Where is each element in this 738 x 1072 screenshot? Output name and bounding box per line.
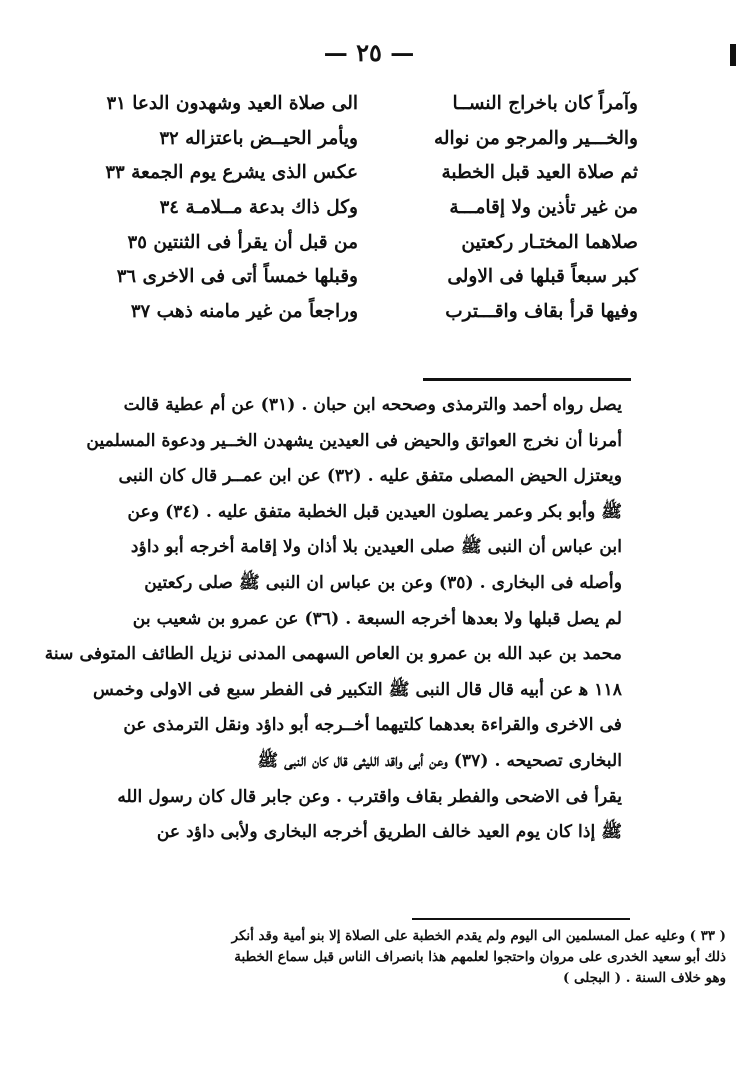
- poem-hemistich-right: والخـــير والمرجو من نواله: [433, 127, 638, 149]
- footnote-divider: [412, 918, 630, 920]
- poem-row: [105, 155, 638, 190]
- verse-number: ٣٦: [116, 266, 137, 288]
- verse-number: ٣٧: [130, 300, 151, 322]
- poem-hemistich-right: ثم صلاة العيد قبل الخطبة: [441, 162, 638, 184]
- poem-hemistich-left: [120, 197, 358, 218]
- poem-hemistich-left-text: وكل ذاك بدعة مــلامـة: [185, 196, 358, 218]
- poem-hemistich-left-text: ويأمر الحيــض باعتزاله: [185, 127, 358, 149]
- poem-row: [116, 259, 638, 294]
- poem-hemistich-left: [105, 162, 358, 184]
- verse-number: ٣٢: [159, 127, 179, 149]
- footnote: [100, 926, 726, 989]
- poem-row: [120, 294, 638, 329]
- commentary-line: ابن عباس أن النبى ﷺ صلى العيدين بلا أذان ولا إقامة أخرجه أبو داؤد: [130, 537, 622, 558]
- edge-mark: [730, 44, 736, 66]
- poem-row: [120, 190, 638, 225]
- poem-divider: [423, 378, 631, 381]
- footnote-line: ذلك أبو سعيد الخدرى على مروان واحتجوا لعلمهم هذا بانصراف الناس قبل سماع الخطبة: [234, 949, 726, 965]
- poem-hemistich-left: [120, 232, 358, 253]
- commentary-line: لم يصل قبلها ولا بعدها أخرجه السبعة . (٣٦) عن عمرو بن شعيب بن: [132, 608, 622, 629]
- verse-number: ٣١: [106, 92, 126, 114]
- commentary-line: ويعتزل الحيض المصلى متفق عليه . (٣٢) عن ابن عمــر قال كان النبى: [118, 466, 622, 487]
- commentary-line: محمد بن عبد الله بن عمرو بن العاص السهمى المدنى نزيل الطائف المتوفى سنة: [44, 644, 622, 665]
- poem-row: [120, 225, 638, 260]
- poem-hemistich-left-text: وقبلها خمساً أتى فى الاخرى: [142, 266, 358, 288]
- poem-hemistich-left: [120, 301, 358, 322]
- commentary-line: فى الاخرى والقراءة بعدهما كلتيهما أخــرجه أبو داؤد ونقل الترمذى عن: [123, 715, 622, 736]
- poem-hemistich-right: وآمراً كان باخراج النســا: [452, 92, 638, 114]
- commentary-line: ﷺ وأبو بكر وعمر يصلون العيدين قبل الخطبة متفق عليه . (٣٤) وعن: [127, 501, 622, 522]
- poem-hemistich-left-text: من قبل أن يقرأ فى الثنتين: [153, 231, 358, 253]
- footnote-line: وهو خلاف السنة . ( البجلى ): [563, 970, 726, 986]
- poem-hemistich-right: صلاهما المختـار ركعتين: [461, 231, 638, 253]
- poem-hemistich-left-text: الى صلاة العيد وشهدون الدعا: [132, 92, 358, 114]
- verse-number: ٣٣: [105, 162, 125, 184]
- poem: [105, 86, 638, 329]
- commentary: [44, 388, 622, 851]
- commentary-line: يصل رواه أحمد والترمذى وصححه ابن حبان . (٣١) عن أم عطية قالت: [123, 395, 622, 415]
- commentary-line: ١١٨ ﻫ عن أبيه قال قال النبى ﷺ التكبير فى الفطر سبع فى الاولى وخمس: [92, 679, 622, 700]
- commentary-line: وأصله فى البخارى . (٣٥) وعن بن عباس ان النبى ﷺ صلى ركعتين: [144, 572, 622, 593]
- verse-number: ٣٥: [127, 231, 147, 253]
- commentary-line: البخارى تصحيحه . (٣٧) وعن أبى واقد الليثى قال كان النبى ﷺ: [257, 750, 622, 771]
- poem-hemistich-left-text: عكس الذى يشرع يوم الجمعة: [131, 162, 358, 184]
- poem-hemistich-left: [106, 92, 358, 114]
- footnote-line: ( ٣٣ ) وعليه عمل المسلمين الى اليوم ولم يقدم الخطبة على الصلاة إلا بنو أمية وقد أنكر: [231, 928, 726, 944]
- verse-number: ٣٤: [159, 196, 179, 218]
- poem-hemistich-left-text: وراجعاً من غير مامنه ذهب: [156, 300, 358, 322]
- poem-row: [106, 86, 638, 121]
- commentary-line: أمرنا أن نخرج العواتق والحيض فى العيدين يشهدن الخــير ودعوة المسلمين: [86, 430, 622, 451]
- commentary-line: يقرأ فى الاضحى والفطر بقاف واقترب . وعن جابر قال كان رسول الله: [117, 786, 622, 807]
- poem-hemistich-left: [120, 128, 358, 149]
- commentary-line: ﷺ إذا كان يوم العيد خالف الطريق أخرجه البخارى ولأبى داؤد عن: [156, 822, 622, 843]
- poem-hemistich-right: كبر سبعاً قبلها فى الاولى: [447, 266, 638, 288]
- poem-hemistich-right: من غير تأذين ولا إقامـــة: [449, 196, 638, 218]
- poem-hemistich-left: [116, 266, 358, 288]
- poem-hemistich-right: وفيها قرأ بقاف واقـــترب: [445, 300, 638, 322]
- poem-row: [120, 121, 638, 156]
- page-number: — ٢٥ —: [323, 38, 415, 67]
